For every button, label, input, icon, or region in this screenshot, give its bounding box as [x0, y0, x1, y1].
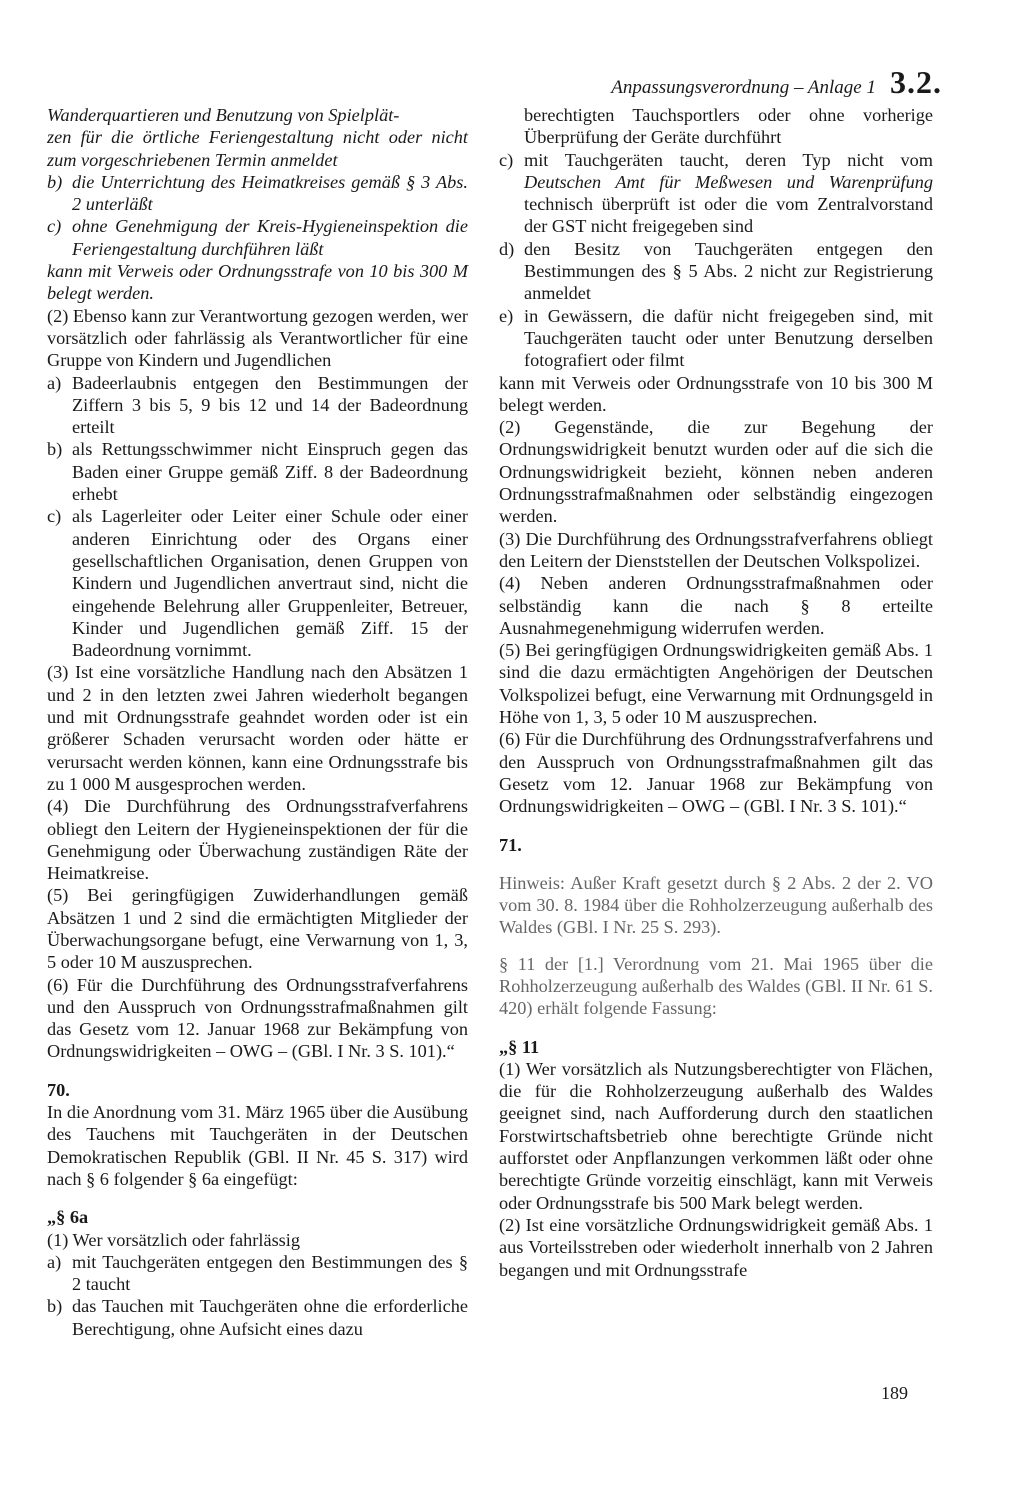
paragraph: (5) Bei geringfügigen Ordnungswidrigkeiten gemäß Abs. 1 sind die dazu ermächtigten Angehörigen der Deutschen Volkspolizei befugt, eine Verwarnung mit Ordnungsgeld in Höhe von 1, 3, 5 oder 10 M auszusprechen.	[499, 640, 933, 728]
list-marker: e)	[499, 305, 514, 326]
paragraph: (2) Gegenstände, die zur Begehung der Ordnungswidrigkeit benutzt wurden oder auf die sich die Ordnungswidrigkeit bezieht, können neben anderen Ordnungsstrafmaßnahmen oder selbständig eingezogen werden.	[499, 417, 933, 527]
list-text: das Tauchen mit Tauchgeräten ohne die erforderliche Berechtigung, ohne Aufsicht eines dazu	[72, 1296, 468, 1339]
list-text: mit Tauchgeräten entgegen den Bestimmungen des § 2 taucht	[72, 1251, 468, 1295]
paragraph: (5) Bei geringfügigen Zuwiderhandlungen gemäß Absätzen 1 und 2 sind die ermächtigten Mitglieder der Überwachungsorgane befugt, eine Verwarnung von 1, 3, 5 oder 10 M auszusprechen.	[47, 885, 468, 973]
intro-line: Wanderquartieren und Benutzung von Spielplät-	[47, 105, 400, 125]
section-heading: „§ 11	[499, 1036, 540, 1057]
list-item	[499, 104, 933, 149]
paragraph: (1) Wer vorsätzlich oder fahrlässig	[47, 1229, 301, 1250]
list-marker: c)	[47, 216, 62, 237]
list-item	[499, 305, 933, 372]
intro-line: zen für die örtliche Feriengestaltung nicht oder nicht zum vorgeschriebenen Termin anmeldet	[47, 127, 468, 170]
paragraph: § 11 der [1.] Verordnung vom 21. Mai 1965 über die Rohholzerzeugung außerhalb des Waldes (GBl. II Nr. 61 S. 420) erhält folgende Fassung:	[499, 953, 933, 1019]
list-marker: c)	[499, 149, 514, 170]
section-heading: „§ 6a	[47, 1207, 89, 1228]
left-column	[47, 104, 468, 1340]
list-text: Badeerlaubnis entgegen den Bestimmungen der Ziffern 3 bis 5, 9 bis 12 und 14 der Badeordnung erteilt	[72, 372, 468, 438]
list-item	[47, 372, 468, 439]
list-item	[499, 149, 933, 238]
list-item	[47, 1251, 468, 1296]
running-header-title: Anpassungsverordnung – Anlage 1	[611, 77, 876, 98]
agency-name: Deutschen Amt für Meßwesen und Warenprüfung	[524, 171, 933, 192]
paragraph: (6) Für die Durchführung des Ordnungsstrafverfahrens und den Ausspruch von Ordnungsstrafmaßnahmen gilt das Gesetz vom 12. Januar 1968 zur Bekämpfung von Ordnungswidrigkeiten – OWG – (GBl. I Nr. 3 S. 101).“	[47, 974, 468, 1062]
list-item	[47, 1295, 468, 1340]
running-header	[611, 64, 942, 104]
list-text: die Unterrichtung des Heimatkreises gemäß § 3 Abs. 2 unterläßt	[72, 171, 468, 215]
paragraph: (3) Die Durchführung des Ordnungsstrafverfahrens obliegt den Leitern der Dienststellen der Deutschen Volkspolizei.	[499, 528, 933, 571]
note-hinweis: Hinweis: Außer Kraft gesetzt durch § 2 Abs. 2 der 2. VO vom 30. 8. 1984 über die Rohholzerzeugung außerhalb des Waldes (GBl. I Nr. 25 S. 293).	[499, 872, 933, 938]
page-number: 189	[881, 1383, 908, 1403]
list-marker: a)	[47, 1251, 62, 1272]
list-item	[47, 505, 468, 661]
list-marker: b)	[47, 439, 63, 460]
paragraph: (1) Wer vorsätzlich als Nutzungsberechtigter von Flächen, die für die Rohholzerzeugung außerhalb des Waldes geeignet sind, nach Aufforderung durch den staatlichen Forstwirtschaftsbetrieb ohne berechtigte Gründe nicht aufforstet oder Anpflanzungen verkommen läßt oder ohne berechtigte Gründe vorzeitig einschlägt, kann mit Verweis oder Ordnungsstrafe bis 500 Mark belegt werden.	[499, 1058, 933, 1213]
list-text: berechtigten Tauchsportlers oder ohne vorherige Überprüfung der Geräte durchführt	[524, 105, 933, 148]
list-text: in Gewässern, die dafür nicht freigegeben sind, mit Tauchgeräten taucht oder unter Benutzung derselben fotografiert oder filmt	[524, 305, 933, 371]
list-marker: c)	[47, 506, 62, 527]
penalty-clause: kann mit Verweis oder Ordnungsstrafe von 10 bis 300 M belegt werden.	[47, 261, 468, 304]
list-text: ohne Genehmigung der Kreis-Hygieneinspektion die Feriengestaltung durchführen läßt	[72, 216, 468, 259]
section-number: 3.2.	[890, 64, 942, 100]
list-item	[47, 215, 468, 260]
list-text: den Besitz von Tauchgeräten entgegen den Bestimmungen des § 5 Abs. 2 nicht zur Registrierung anmeldet	[524, 238, 933, 304]
list-item	[47, 171, 468, 216]
item-number: 71.	[499, 834, 522, 855]
paragraph: (4) Neben anderen Ordnungsstrafmaßnahmen oder selbständig kann die nach § 8 erteilte Ausnahmegenehmigung widerrufen werden.	[499, 573, 933, 638]
list-text	[524, 149, 933, 238]
right-column	[499, 104, 933, 1281]
list-text: als Rettungsschwimmer nicht Einspruch gegen das Baden einer Gruppe gemäß Ziff. 8 der Badeordnung erhebt	[72, 439, 468, 505]
list-text: als Lagerleiter oder Leiter einer Schule oder einer anderen Einrichtung oder des Organs einer gesellschaftlichen Organisation, denen Gruppen von Kindern und Jugendlichen anvertraut sind, nicht die eingehende Belehrung aller Gruppenleiter, Betreuer, Kinder und Jugendlichen gemäß Ziff. 15 der Badeordnung vornimmt.	[72, 506, 468, 661]
list-marker: b)	[47, 171, 63, 192]
paragraph: (2) Ist eine vorsätzliche Ordnungswidrigkeit gemäß Abs. 1 aus Vorteilsstreben oder wiederholt innerhalb von 2 Jahren begangen und mit Ordnungsstrafe	[499, 1214, 933, 1280]
paragraph: (2) Ebenso kann zur Verantwortung gezogen werden, wer vorsätzlich oder fahrlässig als Verantwortlicher für eine Gruppe von Kindern und Jugendlichen	[47, 305, 468, 371]
item-number: 70.	[47, 1079, 70, 1100]
paragraph: (6) Für die Durchführung des Ordnungsstrafverfahrens und den Ausspruch von Ordnungsstrafmaßnahmen gilt das Gesetz vom 12. Januar 1968 zur Bekämpfung von Ordnungswidrigkeiten – OWG – (GBl. I Nr. 3 S. 101).“	[499, 729, 933, 817]
paragraph: (3) Ist eine vorsätzliche Handlung nach den Absätzen 1 und 2 in den letzten zwei Jahren wiederholt begangen und mit Ordnungsstrafe geahndet worden oder ist ein größerer Schaden verursacht worden oder hätte er verursacht werden können, kann eine Ordnungsstrafe bis zu 1 000 M ausgesprochen werden.	[47, 662, 468, 794]
list-marker: d)	[499, 238, 515, 259]
penalty-clause: kann mit Verweis oder Ordnungsstrafe von 10 bis 300 M belegt werden.	[499, 372, 933, 415]
list-item	[47, 438, 468, 505]
list-item	[499, 238, 933, 305]
list-marker: a)	[47, 372, 62, 393]
paragraph: (4) Die Durchführung des Ordnungsstrafverfahrens obliegt den Leitern der Hygieneinspektionen der für die Genehmigung oder Überwachung zuständigen Räte der Heimatkreise.	[47, 796, 468, 884]
paragraph: In die Anordnung vom 31. März 1965 über die Ausübung des Tauchens mit Tauchgeräten in der Deutschen Demokratischen Republik (GBl. II Nr. 45 S. 317) wird nach § 6 folgender § 6a eingefügt:	[47, 1102, 468, 1189]
list-marker: b)	[47, 1296, 63, 1317]
list-text-part: mit Tauchgeräten taucht, deren Typ nicht vom	[524, 149, 933, 170]
list-text-part: technisch überprüft ist oder die vom Zentralvorstand der GST nicht freigegeben sind	[524, 194, 933, 237]
